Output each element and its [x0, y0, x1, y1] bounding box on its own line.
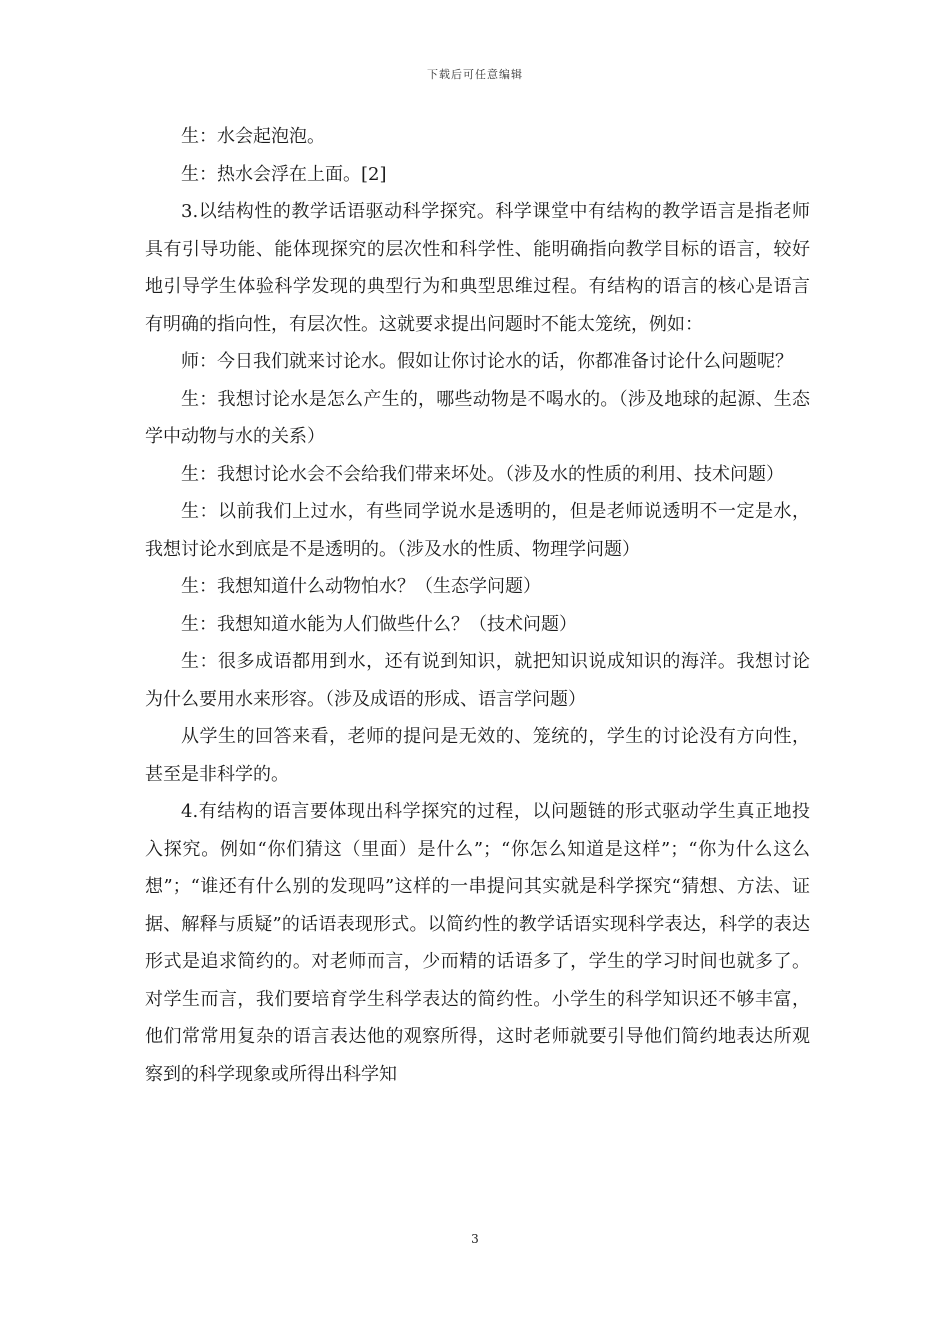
paragraph: 生：以前我们上过水，有些同学说水是透明的，但是老师说透明不一定是水，我想讨论水到底是不是透明的。（涉及水的性质、物理学问题）: [145, 501, 810, 560]
paragraph: 生：我想讨论水会不会给我们带来坏处。（涉及水的性质的利用、技术问题）: [181, 463, 784, 485]
page-header: 下载后可任意编辑: [427, 68, 523, 81]
paragraph: 从学生的回答来看，老师的提问是无效的、笼统的，学生的讨论没有方向性，甚至是非科学的。: [145, 726, 810, 785]
paragraph: 4.有结构的语言要体现出科学探究的过程，以问题链的形式驱动学生真正地投入探究。例如“你们猜这（里面）是什么”；“你怎么知道是这样”；“你为什么这么想”；“谁还有什么别的发现吗”这样的一串提问其实就是科学探究“猜想、方法、证据、解释与质疑”的话语表现形式。以简约性的教学话语实现科学表达，科学的表达形式是追求简约的。对老师而言，少而精的话语多了，学生的学习时间也就多了。对学生而言，我们要培育学生科学表达的简约性。小学生的科学知识还不够丰富，他们常常用复杂的语言表达他的观察所得，这时老师就要引导他们简约地表达所观察到的科学现象或所得出科学知: [145, 801, 810, 1085]
paragraph: 师：今日我们就来讨论水。假如让你讨论水的话，你都准备讨论什么问题呢？: [181, 351, 793, 372]
paragraph: 生：我想讨论水是怎么产生的，哪些动物是不喝水的。（涉及地球的起源、生态学中动物与水的关系）: [145, 388, 810, 447]
paragraph: 生：热水会浮在上面。[2]: [181, 163, 387, 185]
paragraph: 生：水会起泡泡。: [181, 126, 325, 147]
paragraph: 生：我想知道水能为人们做些什么？（技术问题）: [181, 613, 577, 635]
page-number: 3: [471, 1232, 479, 1246]
paragraph: 3.以结构性的教学话语驱动科学探究。科学课堂中有结构的教学语言是指老师具有引导功能、能体现探究的层次性和科学性、能明确指向教学目标的语言，较好地引导学生体验科学发现的典型行为和典型思维过程。有结构的语言的核心是语言有明确的指向性，有层次性。这就要求提出问题时不能太笼统，例如：: [145, 201, 810, 335]
paragraph: 生：很多成语都用到水，还有说到知识，就把知识说成知识的海洋。我想讨论为什么要用水来形容。（涉及成语的形成、语言学问题）: [145, 651, 810, 710]
paragraph: 生：我想知道什么动物怕水？（生态学问题）: [181, 576, 541, 597]
document-body: [145, 118, 810, 1093]
